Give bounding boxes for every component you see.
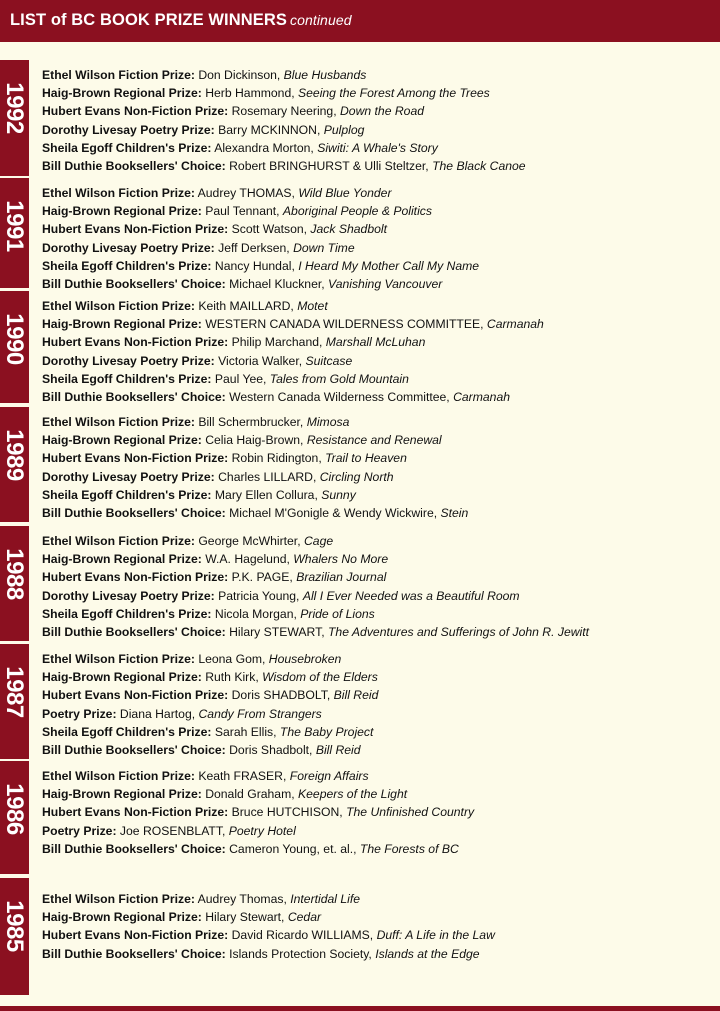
work-title: Resistance and Renewal bbox=[306, 433, 442, 448]
winner-name: Doris SHADBOLT, bbox=[231, 688, 331, 703]
winner-name: Philip Marchand, bbox=[231, 335, 323, 350]
winner-entry bbox=[42, 568, 589, 586]
work-title: The Unfinished Country bbox=[346, 805, 475, 820]
year-section-1991 bbox=[0, 178, 720, 291]
prize-name: Bill Duthie Booksellers' Choice: bbox=[42, 158, 226, 173]
winner-name: Keath FRASER, bbox=[198, 769, 287, 783]
winner-entry bbox=[42, 202, 479, 220]
prize-name: Hubert Evans Non-Fiction Prize: bbox=[42, 222, 229, 237]
year-label: 1988 bbox=[1, 548, 28, 600]
year-section-1987 bbox=[0, 644, 720, 759]
winner-entry bbox=[42, 370, 544, 388]
year-tab bbox=[0, 526, 29, 641]
winners-entries bbox=[42, 297, 544, 406]
prize-name: Haig-Brown Regional Prize: bbox=[42, 317, 202, 332]
prize-name: Bill Duthie Booksellers' Choice: bbox=[42, 276, 226, 291]
work-title: Marshall McLuhan bbox=[325, 335, 426, 350]
prize-name: Poetry Prize: bbox=[42, 706, 117, 721]
year-section-1990 bbox=[0, 291, 720, 403]
year-label: 1985 bbox=[1, 900, 28, 952]
prize-name: Haig-Brown Regional Prize: bbox=[42, 552, 202, 567]
work-title: Mimosa bbox=[306, 415, 350, 429]
winner-entry bbox=[42, 315, 544, 333]
prize-name: Poetry Prize: bbox=[42, 823, 117, 838]
year-section-1986 bbox=[0, 761, 720, 874]
winner-name: Nicola Morgan, bbox=[214, 606, 297, 621]
winner-entry bbox=[42, 908, 495, 926]
winner-entry bbox=[42, 532, 589, 550]
page-title-text: LIST of BC BOOK PRIZE WINNERS bbox=[10, 11, 287, 29]
winner-name: Victoria Walker, bbox=[218, 353, 303, 368]
winner-name: Robin Ridington, bbox=[231, 451, 322, 466]
winner-entry bbox=[42, 468, 468, 486]
work-title: All I Ever Needed was a Beautiful Room bbox=[302, 588, 520, 603]
winner-entry bbox=[42, 550, 589, 568]
winner-name: Doris Shadbolt, bbox=[229, 742, 313, 757]
prize-name: Haig-Brown Regional Prize: bbox=[42, 787, 202, 802]
work-title: Aboriginal People & Politics bbox=[282, 204, 432, 219]
prize-name: Ethel Wilson Fiction Prize: bbox=[42, 299, 195, 313]
winner-name: Western Canada Wilderness Committee, bbox=[229, 389, 450, 404]
winner-entry bbox=[42, 926, 495, 944]
page-title-continued: continued bbox=[289, 12, 352, 28]
winner-entry bbox=[42, 413, 468, 431]
winner-entry bbox=[42, 388, 544, 406]
prize-name: Dorothy Livesay Poetry Prize: bbox=[42, 469, 215, 484]
work-title: Duff: A Life in the Law bbox=[376, 928, 495, 943]
work-title: Down the Road bbox=[340, 104, 425, 119]
year-tab bbox=[0, 878, 29, 995]
winner-entry bbox=[42, 431, 468, 449]
year-label: 1992 bbox=[1, 82, 28, 134]
winner-entry bbox=[42, 803, 474, 821]
year-tab bbox=[0, 761, 29, 874]
winner-name: Jeff Derksen, bbox=[218, 240, 290, 255]
winner-entry bbox=[42, 705, 378, 723]
winner-entry bbox=[42, 785, 474, 803]
winner-name: Patricia Young, bbox=[218, 588, 300, 603]
prize-name: Ethel Wilson Fiction Prize: bbox=[42, 68, 195, 82]
winner-entry bbox=[42, 686, 378, 704]
year-tab bbox=[0, 291, 29, 403]
prize-name: Ethel Wilson Fiction Prize: bbox=[42, 415, 195, 429]
work-title: Down Time bbox=[293, 240, 355, 255]
winners-entries bbox=[42, 184, 479, 293]
prize-name: Sheila Egoff Children's Prize: bbox=[42, 371, 212, 386]
work-title: Siwiti: A Whale's Story bbox=[317, 140, 438, 155]
winner-entry bbox=[42, 239, 479, 257]
year-tab bbox=[0, 178, 29, 288]
winner-name: George McWhirter, bbox=[198, 534, 301, 548]
winner-entry bbox=[42, 723, 378, 741]
winner-name: Bill Schermbrucker, bbox=[198, 415, 304, 429]
work-title: Housebroken bbox=[268, 652, 342, 666]
prize-name: Sheila Egoff Children's Prize: bbox=[42, 258, 212, 273]
winners-entries bbox=[42, 413, 468, 522]
prize-name: Sheila Egoff Children's Prize: bbox=[42, 724, 212, 739]
winner-entry bbox=[42, 157, 526, 175]
winners-entries bbox=[42, 890, 495, 963]
winner-name: Islands Protection Society, bbox=[229, 946, 372, 961]
work-title: Circling North bbox=[319, 469, 394, 484]
winner-entry bbox=[42, 767, 474, 785]
winner-entry bbox=[42, 297, 544, 315]
winners-entries bbox=[42, 66, 526, 175]
work-title: Pride of Lions bbox=[300, 606, 375, 621]
winner-entry bbox=[42, 668, 378, 686]
year-tab bbox=[0, 407, 29, 522]
winner-name: Diana Hartog, bbox=[119, 706, 196, 721]
winner-name: Michael Kluckner, bbox=[229, 276, 325, 291]
work-title: Carmanah bbox=[453, 389, 510, 404]
winner-name: Charles LILLARD, bbox=[218, 469, 317, 484]
winner-entry bbox=[42, 822, 474, 840]
winner-entry bbox=[42, 66, 526, 84]
work-title: Wisdom of the Elders bbox=[262, 670, 378, 685]
winner-name: Audrey Thomas, bbox=[197, 892, 287, 906]
winner-name: W.A. Hagelund, bbox=[205, 552, 290, 567]
winner-name: Cameron Young, et. al., bbox=[229, 841, 357, 856]
work-title: The Baby Project bbox=[279, 724, 374, 739]
work-title: Bill Reid bbox=[333, 688, 379, 703]
winner-entry bbox=[42, 102, 526, 120]
prize-name: Ethel Wilson Fiction Prize: bbox=[42, 652, 195, 666]
prize-name: Bill Duthie Booksellers' Choice: bbox=[42, 505, 226, 520]
year-section-1992 bbox=[0, 60, 720, 176]
winner-entry bbox=[42, 741, 378, 759]
winner-name: Mary Ellen Collura, bbox=[214, 487, 318, 502]
prize-name: Bill Duthie Booksellers' Choice: bbox=[42, 841, 226, 856]
work-title: Wild Blue Yonder bbox=[298, 186, 392, 200]
work-title: Sunny bbox=[321, 487, 356, 502]
winner-entry bbox=[42, 890, 495, 908]
prize-name: Hubert Evans Non-Fiction Prize: bbox=[42, 928, 229, 943]
prize-name: Haig-Brown Regional Prize: bbox=[42, 204, 202, 219]
winner-name: Ruth Kirk, bbox=[205, 670, 259, 685]
work-title: Stein bbox=[440, 505, 469, 520]
winners-entries bbox=[42, 767, 474, 858]
prize-name: Haig-Brown Regional Prize: bbox=[42, 670, 202, 685]
prize-name: Dorothy Livesay Poetry Prize: bbox=[42, 588, 215, 603]
work-title: The Forests of BC bbox=[359, 841, 459, 856]
winner-name: Sarah Ellis, bbox=[214, 724, 277, 739]
work-title: Whalers No More bbox=[293, 552, 389, 567]
prize-name: Bill Duthie Booksellers' Choice: bbox=[42, 389, 226, 404]
prize-name: Bill Duthie Booksellers' Choice: bbox=[42, 624, 226, 639]
work-title: Jack Shadbolt bbox=[310, 222, 387, 237]
prize-name: Hubert Evans Non-Fiction Prize: bbox=[42, 688, 229, 703]
winner-entry bbox=[42, 352, 544, 370]
winner-entry bbox=[42, 333, 544, 351]
winner-name: Donald Graham, bbox=[205, 787, 295, 802]
winner-entry bbox=[42, 840, 474, 858]
winner-entry bbox=[42, 623, 589, 641]
work-title: Islands at the Edge bbox=[375, 946, 480, 961]
prize-name: Hubert Evans Non-Fiction Prize: bbox=[42, 451, 229, 466]
year-tab bbox=[0, 644, 29, 759]
page-title bbox=[10, 11, 352, 30]
year-section-1988 bbox=[0, 526, 720, 641]
work-title: The Adventures and Sufferings of John R. Jewitt bbox=[327, 624, 590, 639]
work-title: Suitcase bbox=[305, 353, 353, 368]
prize-name: Hubert Evans Non-Fiction Prize: bbox=[42, 104, 229, 119]
year-label: 1986 bbox=[1, 783, 28, 835]
year-section-1989 bbox=[0, 407, 720, 522]
prize-name: Sheila Egoff Children's Prize: bbox=[42, 140, 212, 155]
winner-entry bbox=[42, 184, 479, 202]
winner-entry bbox=[42, 121, 526, 139]
work-title: Intertidal Life bbox=[290, 892, 361, 906]
winner-name: Keith MAILLARD, bbox=[198, 299, 294, 313]
winner-name: Audrey THOMAS, bbox=[197, 186, 295, 200]
winner-entry bbox=[42, 257, 479, 275]
winner-name: Joe ROSENBLATT, bbox=[119, 823, 226, 838]
prize-name: Dorothy Livesay Poetry Prize: bbox=[42, 240, 215, 255]
prize-name: Sheila Egoff Children's Prize: bbox=[42, 606, 212, 621]
prize-name: Hubert Evans Non-Fiction Prize: bbox=[42, 805, 229, 820]
prize-name: Dorothy Livesay Poetry Prize: bbox=[42, 353, 215, 368]
winner-name: Scott Watson, bbox=[231, 222, 308, 237]
winner-entry bbox=[42, 504, 468, 522]
prize-name: Ethel Wilson Fiction Prize: bbox=[42, 892, 195, 906]
prize-name: Haig-Brown Regional Prize: bbox=[42, 86, 202, 101]
prize-name: Ethel Wilson Fiction Prize: bbox=[42, 769, 195, 783]
page-bottom-rule bbox=[0, 1006, 720, 1011]
work-title: Keepers of the Light bbox=[298, 787, 408, 802]
winner-entry bbox=[42, 486, 468, 504]
winner-name: Rosemary Neering, bbox=[231, 104, 337, 119]
prize-name: Haig-Brown Regional Prize: bbox=[42, 433, 202, 448]
prize-name: Haig-Brown Regional Prize: bbox=[42, 910, 202, 925]
prize-name: Hubert Evans Non-Fiction Prize: bbox=[42, 570, 229, 585]
winner-name: Nancy Hundal, bbox=[214, 258, 295, 273]
winner-entry bbox=[42, 220, 479, 238]
work-title: Trail to Heaven bbox=[325, 451, 407, 466]
winner-name: Alexandra Morton, bbox=[214, 140, 314, 155]
winner-name: WESTERN CANADA WILDERNESS COMMITTEE, bbox=[205, 317, 484, 332]
prize-name: Hubert Evans Non-Fiction Prize: bbox=[42, 335, 229, 350]
work-title: Motet bbox=[297, 299, 328, 313]
winner-name: Paul Yee, bbox=[214, 371, 267, 386]
prize-name: Ethel Wilson Fiction Prize: bbox=[42, 534, 195, 548]
year-label: 1991 bbox=[1, 200, 28, 252]
work-title: Candy From Strangers bbox=[198, 706, 322, 721]
winner-entry bbox=[42, 449, 468, 467]
winner-name: Leona Gom, bbox=[198, 652, 266, 666]
winner-entry bbox=[42, 605, 589, 623]
work-title: Cedar bbox=[287, 910, 322, 925]
winner-name: Herb Hammond, bbox=[205, 86, 295, 101]
year-label: 1987 bbox=[1, 666, 28, 718]
winner-name: Hilary Stewart, bbox=[205, 910, 285, 925]
prize-name: Sheila Egoff Children's Prize: bbox=[42, 487, 212, 502]
work-title: Carmanah bbox=[486, 317, 544, 332]
winner-name: David Ricardo WILLIAMS, bbox=[231, 928, 374, 943]
work-title: Cage bbox=[303, 534, 334, 548]
winner-entry bbox=[42, 84, 526, 102]
year-label: 1990 bbox=[1, 313, 28, 365]
work-title: Tales from Gold Mountain bbox=[269, 371, 409, 386]
work-title: Blue Husbands bbox=[283, 68, 367, 82]
work-title: Foreign Affairs bbox=[289, 769, 369, 783]
winner-name: Michael M'Gonigle & Wendy Wickwire, bbox=[229, 505, 438, 520]
winner-entry bbox=[42, 945, 495, 963]
work-title: Brazilian Journal bbox=[296, 570, 387, 585]
year-label: 1989 bbox=[1, 429, 28, 481]
work-title: Seeing the Forest Among the Trees bbox=[298, 86, 490, 101]
winner-entry bbox=[42, 587, 589, 605]
winner-name: P.K. PAGE, bbox=[231, 570, 293, 585]
work-title: Vanishing Vancouver bbox=[328, 276, 443, 291]
work-title: Pulplog bbox=[323, 122, 365, 137]
page-header bbox=[0, 0, 720, 42]
winner-name: Celia Haig-Brown, bbox=[205, 433, 304, 448]
prize-name: Dorothy Livesay Poetry Prize: bbox=[42, 122, 215, 137]
winner-name: Don Dickinson, bbox=[198, 68, 281, 82]
winner-entry bbox=[42, 650, 378, 668]
prize-name: Bill Duthie Booksellers' Choice: bbox=[42, 742, 226, 757]
winner-name: Paul Tennant, bbox=[205, 204, 280, 219]
winner-entry bbox=[42, 139, 526, 157]
prize-name: Bill Duthie Booksellers' Choice: bbox=[42, 946, 226, 961]
work-title: Bill Reid bbox=[315, 742, 361, 757]
prize-name: Ethel Wilson Fiction Prize: bbox=[42, 186, 195, 200]
work-title: I Heard My Mother Call My Name bbox=[298, 258, 480, 273]
winners-entries bbox=[42, 532, 589, 641]
winners-entries bbox=[42, 650, 378, 759]
work-title: Poetry Hotel bbox=[228, 823, 296, 838]
winner-name: Robert BRINGHURST & Ulli Steltzer, bbox=[229, 158, 429, 173]
winner-name: Barry MCKINNON, bbox=[218, 122, 321, 137]
year-tab bbox=[0, 60, 29, 176]
work-title: The Black Canoe bbox=[432, 158, 526, 173]
year-section-1985 bbox=[0, 878, 720, 995]
winner-name: Hilary STEWART, bbox=[229, 624, 325, 639]
winner-name: Bruce HUTCHISON, bbox=[231, 805, 343, 820]
